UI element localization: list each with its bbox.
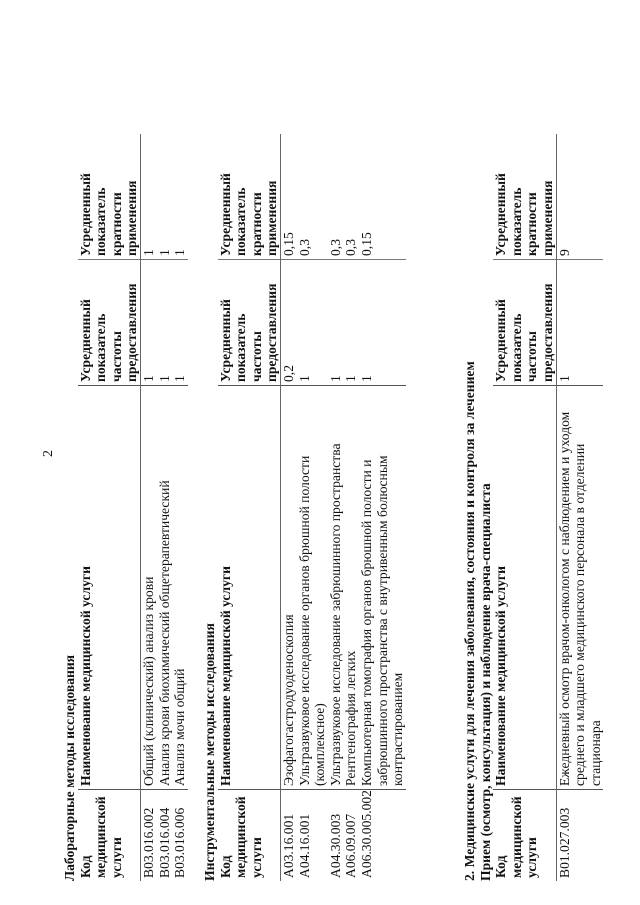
page-number: 2 bbox=[41, 450, 56, 457]
cell-name: Эзофагогастродуоденоскопия bbox=[280, 386, 296, 790]
cell-name: Компьютерная томография органов брюшной полости и забрюшинного пространства с внутривенным болюсным контрастированием bbox=[359, 386, 406, 790]
header-multiplicity: Усредненный показатель кратности применения bbox=[78, 134, 141, 260]
cell-name: Анализ крови биохимический общетерапевтический bbox=[157, 386, 173, 790]
table-row bbox=[280, 134, 296, 881]
cell-name: Общий (клинический) анализ крови bbox=[140, 386, 156, 790]
header-multiplicity: Усредненный показатель кратности применения bbox=[493, 134, 556, 260]
table-row bbox=[140, 134, 156, 881]
cell-name: Ультразвуковое исследование органов брюшной полости (комплексное) bbox=[297, 386, 328, 790]
cell-code: A06.30.005.002 bbox=[359, 790, 406, 882]
header-code: Код медицинской услуги bbox=[218, 790, 281, 882]
cell-code: A06.09.007 bbox=[343, 790, 359, 882]
services-section-subtitle: Прием (осмотр, консультация) и наблюдение врача-специалиста bbox=[477, 483, 493, 881]
cell-multiplicity: 1 bbox=[172, 249, 188, 256]
lab-section bbox=[62, 21, 188, 881]
header-frequency: Усредненный показатель частоты предоставления bbox=[78, 260, 141, 386]
cell-multiplicity: 1 bbox=[156, 249, 172, 256]
services-table-header bbox=[493, 134, 556, 881]
table-row bbox=[343, 134, 359, 881]
table-row bbox=[556, 134, 603, 881]
lab-table-header bbox=[78, 134, 141, 881]
cell-frequency: 0,2 bbox=[280, 260, 296, 386]
table-row bbox=[157, 134, 173, 881]
lab-section-title: Лабораторные методы исследования bbox=[62, 654, 77, 881]
cell-multiplicity: 1 bbox=[140, 249, 156, 256]
cell-multiplicity: 0,15 bbox=[358, 232, 374, 256]
header-name: Наименование медицинской услуги bbox=[78, 386, 141, 790]
header-frequency: Усредненный показатель частоты предоставления bbox=[218, 260, 281, 386]
header-multiplicity: Усредненный показатель кратности применения bbox=[218, 134, 281, 260]
table-row bbox=[328, 134, 344, 881]
cell-multiplicity: 0,3 bbox=[327, 239, 343, 256]
cell-code: B03.016.006 bbox=[172, 790, 188, 882]
cell-code: A04.30.003 bbox=[328, 790, 344, 882]
cell-name: Ультразвуковое исследование забрюшинного пространства bbox=[328, 386, 344, 790]
cell-multiplicity: 0,3 bbox=[343, 239, 359, 256]
table-row bbox=[297, 134, 328, 881]
instr-section-title: Инструментальные методы исследования bbox=[202, 623, 217, 881]
cell-multiplicity: 0,3 bbox=[296, 239, 312, 256]
table-row bbox=[359, 134, 406, 881]
cell-name: Анализ мочи общий bbox=[172, 386, 188, 790]
instr-section bbox=[202, 21, 406, 881]
header-code: Код медицинской услуги bbox=[78, 790, 141, 882]
cell-frequency: 1 bbox=[140, 260, 156, 386]
lab-table bbox=[78, 134, 188, 881]
header-frequency: Усредненный показатель частоты предоставления bbox=[493, 260, 556, 386]
services-table bbox=[493, 134, 603, 881]
header-code: Код медицинской услуги bbox=[493, 790, 556, 882]
cell-frequency: 1 bbox=[328, 260, 344, 386]
cell-frequency: 1 bbox=[556, 260, 603, 386]
cell-frequency: 1 bbox=[359, 260, 406, 386]
cell-frequency: 1 bbox=[157, 260, 173, 386]
cell-multiplicity: 0,15 bbox=[280, 232, 296, 256]
cell-multiplicity: 9 bbox=[556, 249, 572, 256]
services-section bbox=[462, 21, 603, 881]
services-section-title: 2. Медицинские услуги для лечения заболевания, состояния и контроля за лечением bbox=[462, 361, 477, 881]
header-name: Наименование медицинской услуги bbox=[493, 386, 556, 790]
cell-name: Рентгенография легких bbox=[343, 386, 359, 790]
cell-frequency: 1 bbox=[297, 260, 328, 386]
cell-code: B03.016.002 bbox=[140, 790, 156, 882]
cell-code: A03.16.001 bbox=[280, 790, 296, 882]
cell-code: B03.016.004 bbox=[157, 790, 173, 882]
cell-code: B01.027.003 bbox=[556, 790, 603, 882]
cell-name: Ежедневный осмотр врачом-онкологом с наблюдением и уходом среднего и младшего медицинского персонала в отделении стационара bbox=[556, 386, 603, 790]
instr-table bbox=[218, 134, 406, 881]
cell-frequency: 1 bbox=[172, 260, 188, 386]
instr-table-header bbox=[218, 134, 281, 881]
cell-frequency: 1 bbox=[343, 260, 359, 386]
header-name: Наименование медицинской услуги bbox=[218, 386, 281, 790]
cell-code: A04.16.001 bbox=[297, 790, 328, 882]
table-row bbox=[172, 134, 188, 881]
